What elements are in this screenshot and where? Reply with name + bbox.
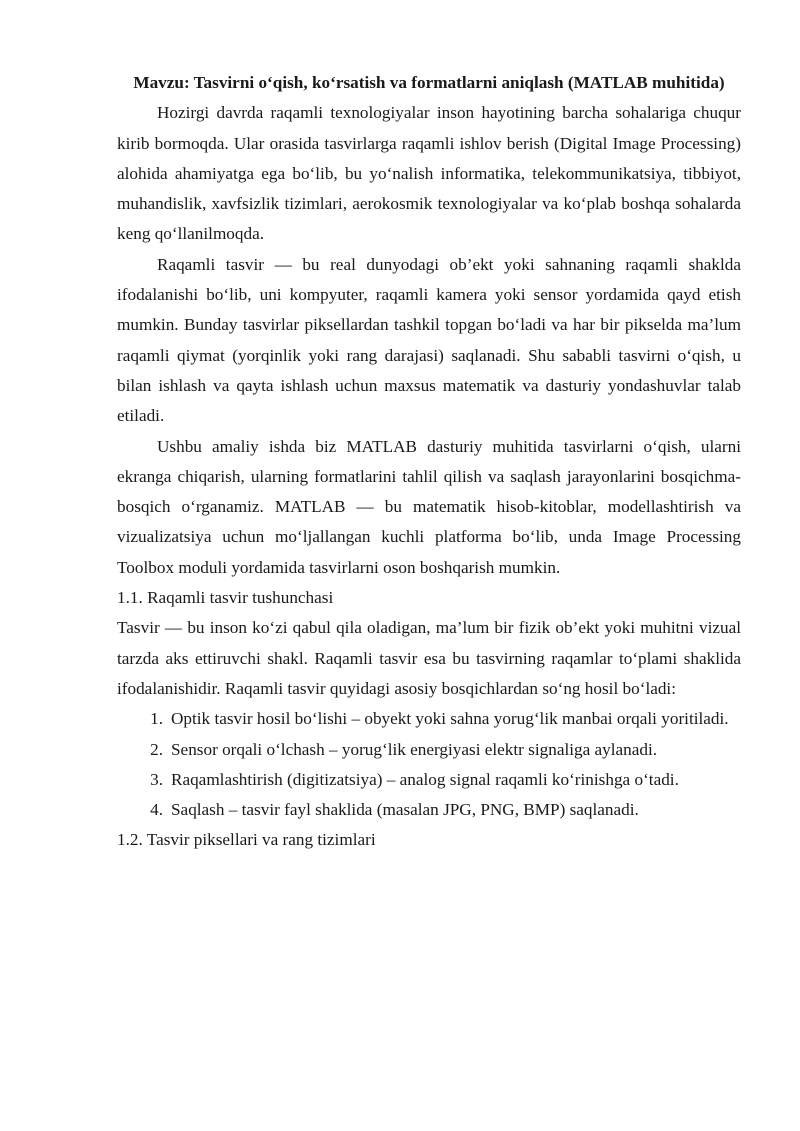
intro-paragraph-1: Hozirgi davrda raqamli texnologiyalar inson hayotining barcha sohalariga chuqur kirib bormoqda. Ular orasida tasvirlarga raqamli ishlov berish (Digital Image Processing) alohida ahamiyatga ega bo‘lib, bu yo‘nalish informatika, telekommunikatsiya, tibbiyot, muhandislik, xavfsizlik tizimlari, aerokosmik texnologiyalar va ko‘plab boshqa sohalarda keng qo‘llanilmoqda. [117,103,741,244]
list-item [117,765,741,795]
list-item-text: Saqlash – tasvir fayl shaklida (masalan JPG, PNG, BMP) saqlanadi. [171,800,639,820]
list-item-number: 4. [150,800,163,820]
list-item-number: 3. [150,769,163,789]
intro-paragraph-2: Raqamli tasvir — bu real dunyodagi ob’ekt yoki sahnaning raqamli shaklda ifodalanishi bo‘lib, uni kompyuter, raqamli kamera yoki sensor yordamida qayd etish mumkin. Bunday tasvirlar piksellardan tashkil topgan bo‘ladi va har bir pikselda ma’lum raqamli qiymat (yorqinlik yoki rang darajasi) saqlanadi. Shu sababli tasvirni o‘qish, u bilan ishlash va qayta ishlash uchun maxsus matematik va dasturiy yondashuvlar talab etiladi. [117,254,741,426]
list-item [117,735,741,765]
intro-paragraph-3: Ushbu amaliy ishda biz MATLAB dasturiy muhitida tasvirlarni o‘qish, ularni ekranga chiqarish, ularning formatlarini tahlil qilish va saqlash jarayonlarini bosqichma-bosqich o‘rganamiz. MATLAB — bu matematik hisob-kitoblar, modellashtirish va vizualizatsiya uchun mo‘ljallangan kuchli platforma bo‘lib, unda Image Processing Toolbox moduli yordamida tasvirlarni oson boshqarish mumkin. [117,436,741,577]
list-item-text: Optik tasvir hosil bo‘lishi – obyekt yoki sahna yorug‘lik manbai orqali yoritiladi. [171,709,729,729]
section-heading-1-1: 1.1. Raqamli tasvir tushunchasi [117,588,334,608]
document-title: Mavzu: Tasvirni o‘qish, ko‘rsatish va formatlarni aniqlash (MATLAB muhitida) [133,73,725,92]
document-page [117,68,741,856]
list-item-number: 1. [150,709,163,729]
list-item-text: Raqamlashtirish (digitizatsiya) – analog signal raqamli ko‘rinishga o‘tadi. [171,769,679,789]
section-1-1-text: Tasvir — bu inson ko‘zi qabul qila oladigan, ma’lum bir fizik ob’ekt yoki muhitni vizual tarzda aks ettiruvchi shakl. Raqamli tasvir esa bu tasvirning raqamlar to‘plami shaklida ifodalanishidir. Raqamli tasvir quyidagi asosiy bosqichlardan so‘ng hosil bo‘ladi: [117,618,741,698]
digital-image-steps-list [117,704,741,825]
list-item-number: 2. [150,739,163,759]
section-heading-1-2: 1.2. Tasvir piksellari va rang tizimlari [117,830,376,850]
list-item-text: Sensor orqali o‘lchash – yorug‘lik energiyasi elektr signaliga aylanadi. [171,739,658,759]
list-item [117,795,741,825]
list-item [117,704,741,734]
